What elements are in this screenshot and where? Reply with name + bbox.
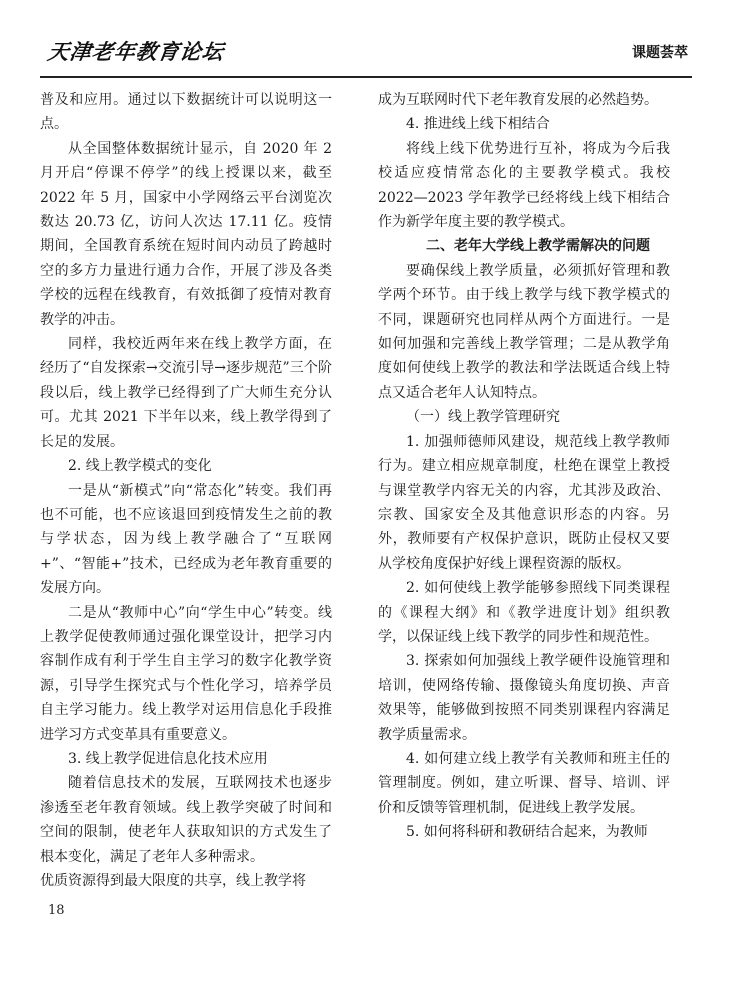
paragraph: 一是从“新模式”向“常态化”转变。我们再也不可能，也不应该退回到疫情发生之前的教与学状态，因为线上教学融合了“互联网+”、“智能+”技术，已经成为老年教育重要的发展方向。 [40, 482, 332, 597]
paragraph: 3. 探索如何加强线上教学硬件设施管理和培训，使网络传输、摄像镜头角度切换、声音效果等，能够做到按照不同类别课程内容满足教学质量需求。 [378, 653, 670, 743]
paragraph: 同样，我校近两年来在线上教学方面，在经历了“自发探索→交流引导→逐步规范”三个阶段以后，线上教学已经得到了广大师生充分认可。尤其 2021 下半年以来，线上教学得到了长足的发展。 [40, 336, 332, 450]
paragraph: 1. 加强师德师风建设，规范线上教学教师行为。建立相应规章制度，杜绝在课堂上教授与课堂教学内容无关的内容，尤其涉及政治、宗教、国家安全及其他意识形态的内容。另外，教师要有产权保护意识，既防止侵权又要从学校角度保护好线上课程资源的版权。 [378, 433, 670, 572]
paragraph: 2. 如何使线上教学能够参照线下同类课程的《课程大纲》和《教学进度计划》组织教学，以保证线上线下教学的同步性和规范性。 [378, 580, 670, 645]
paragraph: 随着信息技术的发展，互联网技术也逐步渗透至老年教育领域。线上教学突破了时间和空间的限制，使老年人获取知识的方式发生了根本变化，满足了老年人多种需求。 [40, 775, 332, 865]
paragraph: 2. 线上教学模式的变化 [68, 458, 212, 475]
header-divider [40, 76, 692, 78]
paragraph: 优质资源得到最大限度的共享，线上教学将 [40, 873, 306, 889]
paragraph: 4. 推进线上线下相结合 [406, 116, 550, 133]
paragraph: （一）线上教学管理研究 [406, 409, 560, 426]
page-number: 18 [48, 903, 65, 918]
paragraph: 5. 如何将科研和教研结合起来，为教师 [406, 824, 648, 841]
section-title: 课题荟萃 [632, 45, 688, 61]
journal-logo: 天津老年教育论坛 [46, 39, 226, 64]
paragraph: 二是从“教师中心”向“学生中心”转变。线上教学促使教师通过强化课堂设计，把学习内容制作成有利于学生自主学习的数字化教学资源，引导学生探究式与个性化学习，培养学员自主学习能力。线上教学对运用信息化手段推进学习方式变革具有重要意义。 [40, 604, 332, 743]
section-heading: 二、老年大学线上教学需解决的问题 [426, 238, 650, 255]
paragraph: 要确保线上教学质量，必须抓好管理和教学两个环节。由于线上教学与线下教学模式的不同，课题研究也同样从两个方面进行。一是如何加强和完善线上教学管理；二是从教学角度如何使线上教学的教法和学法既适合线上特点又适合老年人认知特点。 [378, 262, 670, 401]
paragraph: 从全国整体数据统计显示，自 2020 年 2 月开启“停课不停学”的线上授课以来，截至 2022 年 5 月，国家中小学网络云平台浏览次数达 20.73 亿，访问人次达 17.11 亿。疫情期间，全国教育系统在短时间内动员了跨越时空的多方力量进行通力合作，开展了涉及各类学校的远程在线教育，有效抵御了疫情对教育教学的冲击。 [40, 140, 332, 328]
paragraph: 将线上线下优势进行互补，将成为今后我校适应疫情常态化的主要教学模式。我校 2022—2023 学年教学已经将线上线下相结合作为新学年度主要的教学模式。 [378, 140, 670, 231]
page-header [40, 22, 692, 78]
left-column [40, 88, 332, 893]
paragraph: 成为互联网时代下老年教育发展的必然趋势。 [378, 92, 658, 108]
paragraph: 普及和应用。通过以下数据统计可以说明这一点。 [40, 92, 332, 133]
paragraph: 4. 如何建立线上教学有关教师和班主任的管理制度。例如，建立听课、督导、培训、评价和反馈等管理机制，促进线上教学发展。 [378, 750, 670, 816]
paragraph: 3. 线上教学促进信息化技术应用 [68, 750, 268, 767]
right-column [378, 88, 670, 845]
